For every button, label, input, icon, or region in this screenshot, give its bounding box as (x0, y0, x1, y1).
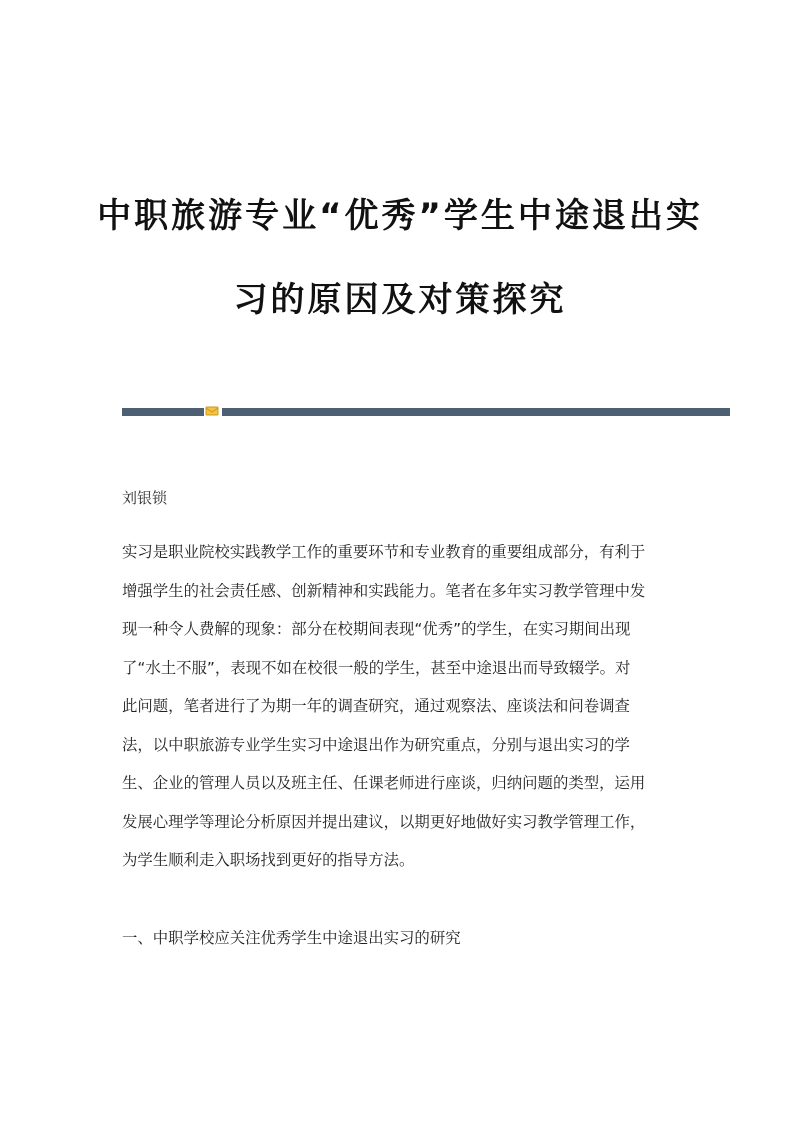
author-name: 刘银锁 (122, 489, 168, 507)
document-title-line-1: 中职旅游专业“优秀”学生中途退出实 (97, 196, 703, 236)
paragraph-line: 生、企业的管理人员以及班主任、任课老师进行座谈，归纳问题的类型，运用 (122, 774, 646, 792)
paragraph-line: 了“水土不服”，表现不如在校很一般的学生，甚至中途退出而导致辍学。对 (122, 658, 631, 677)
paragraph-line: 实习是职业院校实践教学工作的重要环节和专业教育的重要组成部分，有利于 (122, 543, 646, 561)
paragraph-line: 现一种令人费解的现象：部分在校期间表现“优秀”的学生，在实习期间出现 (122, 620, 631, 638)
paragraph-line: 为学生顺利走入职场找到更好的指导方法。 (122, 851, 415, 869)
paragraph-line: 增强学生的社会责任感、创新精神和实践能力。笔者在多年实习教学管理中发 (122, 581, 646, 600)
document-title-line-2: 习的原因及对策探究 (233, 280, 567, 320)
envelope-icon (205, 405, 219, 417)
paragraph-line: 此问题，笔者进行了为期一年的调查研究，通过观察法、座谈法和问卷调查 (122, 697, 630, 715)
title-divider-left (122, 408, 204, 416)
title-divider-right (222, 408, 730, 416)
abstract-paragraph (122, 533, 682, 880)
paragraph-line: 发展心理学等理论分析原因并提出建议，以期更好地做好实习教学管理工作， (122, 812, 646, 831)
paragraph-line: 法，以中职旅游专业学生实习中途退出作为研究重点，分别与退出实习的学 (122, 735, 630, 754)
section-heading-1: 一、中职学校应关注优秀学生中途退出实习的研究 (122, 929, 461, 947)
